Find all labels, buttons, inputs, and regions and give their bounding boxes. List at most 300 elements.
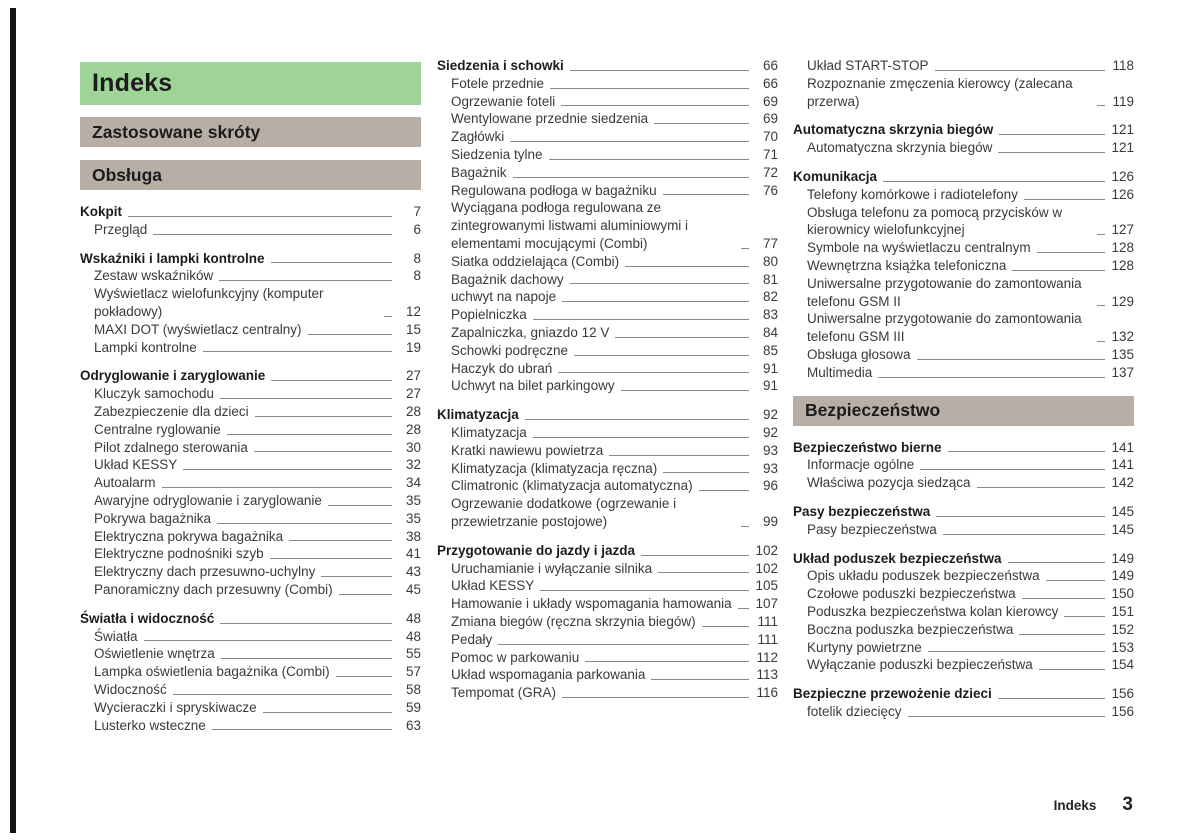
- index-entry: [80, 645, 421, 663]
- entry-title: Popielniczka: [451, 307, 527, 323]
- entry-title: Rozpoznanie zmęczenia kierowcy (zalecana przerwa): [807, 75, 1073, 109]
- index-entry: [793, 656, 1134, 674]
- entry-page-number: 135: [1111, 346, 1134, 362]
- entry-title: Elektryczne podnośniki szyb: [94, 546, 264, 562]
- entry-leader-line: [533, 437, 749, 438]
- entry-leader-line: [289, 540, 392, 541]
- entry-title: Wycieraczki i spryskiwacze: [94, 699, 257, 715]
- entry-leader-line: [1097, 341, 1105, 342]
- index-entry: [793, 703, 1134, 721]
- entry-title: Widoczność: [94, 681, 167, 697]
- entry-title: Informacje ogólne: [807, 457, 915, 473]
- entry-page-number: 119: [1112, 93, 1134, 109]
- entry-title: Wyciągana podłoga regulowana ze zintegrowanymi listwami aluminiowymi i elementami mocującymi (Combi): [451, 200, 689, 251]
- entry-leader-line: [162, 487, 392, 488]
- entry-page-number: 127: [1111, 222, 1134, 238]
- entry-page-number: 149: [1111, 550, 1134, 566]
- entry-title: Schowki podręczne: [451, 342, 569, 358]
- entry-leader-line: [702, 626, 749, 627]
- entry-leader-line: [498, 644, 749, 645]
- entry-leader-line: [271, 262, 392, 263]
- entry-page-number: 12: [405, 303, 421, 319]
- entry-leader-line: [271, 380, 392, 381]
- entry-title: Lusterko wsteczne: [94, 717, 206, 733]
- entry-title: Uruchamianie i wyłączanie silnika: [451, 560, 653, 576]
- entry-page-number: 116: [756, 685, 778, 701]
- index-entry: [80, 285, 421, 321]
- index-group: [437, 542, 778, 702]
- entry-page-number: 59: [405, 699, 421, 715]
- entry-page-number: 150: [1111, 586, 1134, 602]
- entry-page-number: 28: [405, 421, 421, 437]
- entry-title: Światła: [94, 628, 138, 644]
- entry-title: Układ KESSY: [451, 578, 535, 594]
- index-entry: [437, 324, 778, 342]
- entry-title: Awaryjne odryglowanie i zaryglowanie: [94, 492, 322, 508]
- index-entry: [80, 221, 421, 239]
- entry-leader-line: [741, 526, 749, 527]
- entry-page-number: 129: [1111, 293, 1134, 309]
- entry-title: Oświetlenie wnętrza: [94, 646, 215, 662]
- entry-leader-line: [948, 451, 1105, 452]
- entry-title: Przygotowanie do jazdy i jazda: [437, 542, 636, 558]
- entry-page-number: 82: [762, 289, 778, 305]
- entry-page-number: 8: [413, 268, 421, 284]
- entry-leader-line: [943, 534, 1105, 535]
- index-entry: [437, 75, 778, 93]
- entry-page-number: 105: [755, 578, 778, 594]
- entry-leader-line: [878, 377, 1105, 378]
- entry-leader-line: [998, 152, 1105, 153]
- index-entry: [793, 603, 1134, 621]
- index-entry: [80, 663, 421, 681]
- entry-leader-line: [550, 88, 749, 89]
- index-entry: [437, 631, 778, 649]
- entry-title: Ogrzewanie dodatkowe (ogrzewanie i przewietrzanie postojowe): [451, 496, 677, 529]
- entry-title: Autoalarm: [94, 475, 156, 491]
- entry-title: Wewnętrzna książka telefoniczna: [807, 257, 1007, 273]
- entry-leader-line: [533, 319, 749, 320]
- entry-leader-line: [1008, 562, 1105, 563]
- entry-leader-line: [625, 266, 749, 267]
- entry-title: Pokrywa bagażnika: [94, 510, 212, 526]
- index-entry: [437, 360, 778, 378]
- entry-page-number: 8: [413, 250, 421, 266]
- entry-title: Elektryczny dach przesuwno-uchylny: [94, 564, 316, 580]
- entry-title: Tempomat (GRA): [451, 685, 557, 701]
- entry-leader-line: [558, 372, 749, 373]
- entry-leader-line: [144, 640, 392, 641]
- index-entry: [793, 521, 1134, 539]
- index-entry: [793, 456, 1134, 474]
- entry-page-number: 32: [405, 457, 421, 473]
- entry-title: Wyświetlacz wielofunkcyjny (komputer pokładowy): [94, 286, 324, 319]
- index-section-entry: [80, 367, 421, 385]
- index-entry: [437, 649, 778, 667]
- index-entry: [437, 146, 778, 164]
- entry-page-number: 43: [405, 564, 421, 580]
- entry-title: Bagażnik: [451, 164, 507, 180]
- abbreviations-banner: Zastosowane skróty: [80, 117, 421, 147]
- entry-leader-line: [173, 694, 392, 695]
- entry-leader-line: [336, 676, 392, 677]
- operation-banner: Obsługa: [80, 160, 421, 190]
- entry-title: Obsługa telefonu za pomocą przycisków w kierownicy wielofunkcyjnej: [807, 204, 1063, 238]
- entry-title: Klimatyzacja: [451, 424, 527, 440]
- entry-leader-line: [203, 351, 392, 352]
- entry-leader-line: [1022, 598, 1105, 599]
- entry-page-number: 151: [1111, 603, 1134, 619]
- index-entry: [793, 567, 1134, 585]
- entry-leader-line: [998, 698, 1105, 699]
- entry-title: Elektryczna pokrywa bagażnika: [94, 528, 284, 544]
- entry-title: Automatyczna skrzynia biegów: [793, 122, 994, 138]
- index-title-banner: Indeks: [80, 62, 421, 105]
- entry-leader-line: [1097, 234, 1105, 235]
- entry-page-number: 152: [1111, 621, 1134, 637]
- entry-page-number: 96: [762, 478, 778, 494]
- entry-title: Pedały: [451, 631, 493, 647]
- entry-leader-line: [270, 558, 392, 559]
- entry-leader-line: [658, 572, 749, 573]
- entry-leader-line: [936, 516, 1105, 517]
- entry-title: Siedzenia tylne: [451, 146, 543, 162]
- entry-page-number: 111: [757, 631, 778, 647]
- index-section-entry: [80, 203, 421, 221]
- entry-page-number: 63: [405, 717, 421, 733]
- entry-title: Wyłączanie poduszki bezpieczeństwa: [807, 657, 1033, 673]
- entry-page-number: 107: [755, 596, 778, 612]
- index-entry: [80, 681, 421, 699]
- entry-title: Kluczyk samochodu: [94, 386, 215, 402]
- index-entry: [437, 595, 778, 613]
- entry-page-number: 55: [405, 646, 421, 662]
- entry-title: Układ KESSY: [94, 457, 178, 473]
- index-section-entry: [793, 439, 1134, 457]
- index-group: [80, 367, 421, 598]
- entry-leader-line: [917, 359, 1105, 360]
- entry-page-number: 156: [1111, 703, 1134, 719]
- index-entry: [80, 385, 421, 403]
- entry-title: Uniwersalne przygotowanie do zamontowania telefonu GSM II: [807, 275, 1082, 309]
- entry-title: Układ wspomagania parkowania: [451, 667, 646, 683]
- index-entry: [793, 186, 1134, 204]
- page-footer: [1054, 794, 1133, 816]
- entry-leader-line: [1037, 252, 1105, 253]
- entry-title: Pomoc w parkowaniu: [451, 649, 580, 665]
- entry-title: Automatyczna skrzynia biegów: [807, 140, 993, 156]
- entry-title: uchwyt na napoje: [451, 289, 557, 305]
- index-group: [793, 121, 1134, 157]
- entry-leader-line: [935, 70, 1105, 71]
- entry-leader-line: [615, 337, 749, 338]
- entry-leader-line: [183, 469, 392, 470]
- index-group: [80, 203, 421, 239]
- index-entry: [437, 199, 778, 252]
- entry-leader-line: [263, 712, 392, 713]
- entry-title: Bezpieczeństwo bierne: [793, 439, 942, 455]
- entry-leader-line: [254, 451, 392, 452]
- index-group: [793, 503, 1134, 539]
- entry-page-number: 111: [757, 613, 778, 629]
- index-section-entry: [793, 168, 1134, 186]
- entry-page-number: 99: [762, 513, 778, 529]
- index-entry: [793, 621, 1134, 639]
- entry-page-number: 72: [762, 164, 778, 180]
- entry-title: Lampka oświetlenia bagażnika (Combi): [94, 664, 330, 680]
- entry-page-number: 154: [1111, 657, 1134, 673]
- index-entry: [437, 342, 778, 360]
- entry-page-number: 83: [762, 307, 778, 323]
- entry-leader-line: [255, 416, 392, 417]
- index-section-entry: [793, 121, 1134, 139]
- entry-leader-line: [741, 248, 749, 249]
- entry-title: Siedzenia i schowki: [437, 58, 564, 73]
- entry-page-number: 141: [1111, 457, 1134, 473]
- entry-page-number: 57: [405, 664, 421, 680]
- entry-page-number: 41: [405, 546, 421, 562]
- entry-title: Pilot zdalnego sterowania: [94, 439, 248, 455]
- index-entry: [793, 75, 1134, 111]
- index-entry: [437, 577, 778, 595]
- index-entry: [793, 57, 1134, 75]
- entry-leader-line: [574, 355, 749, 356]
- entry-title: Centralne ryglowanie: [94, 421, 221, 437]
- index-entry: [80, 563, 421, 581]
- index-entry: [437, 424, 778, 442]
- entry-title: Obsługa głosowa: [807, 346, 911, 362]
- entry-title: Haczyk do ubrań: [451, 360, 553, 376]
- index-entry: [793, 204, 1134, 240]
- index-entry: [437, 560, 778, 578]
- entry-page-number: 48: [405, 610, 421, 626]
- index-entry: [80, 421, 421, 439]
- entry-leader-line: [525, 419, 749, 420]
- entry-leader-line: [738, 608, 749, 609]
- entry-title: Zapalniczka, gniazdo 12 V: [451, 324, 610, 340]
- entry-page-number: 58: [405, 681, 421, 697]
- index-group: [793, 439, 1134, 492]
- entry-leader-line: [562, 301, 749, 302]
- entry-page-number: 30: [405, 439, 421, 455]
- entry-page-number: 66: [762, 58, 778, 73]
- entry-page-number: 7: [413, 204, 421, 219]
- entry-page-number: 156: [1111, 686, 1134, 702]
- entry-title: Fotele przednie: [451, 75, 545, 91]
- entry-page-number: 80: [762, 253, 778, 269]
- entry-page-number: 77: [762, 235, 778, 251]
- entry-page-number: 69: [762, 111, 778, 127]
- entry-page-number: 34: [405, 475, 421, 491]
- entry-title: Kokpit: [80, 204, 122, 219]
- index-entry: [80, 492, 421, 510]
- entry-leader-line: [308, 334, 392, 335]
- entry-page-number: 132: [1111, 329, 1134, 345]
- entry-title: Wentylowane przednie siedzenia: [451, 111, 649, 127]
- entry-title: Klimatyzacja (klimatyzacja ręczna): [451, 460, 658, 476]
- entry-title: Symbole na wyświetlaczu centralnym: [807, 240, 1031, 256]
- entry-page-number: 128: [1111, 257, 1134, 273]
- entry-leader-line: [153, 234, 392, 235]
- entry-leader-line: [220, 398, 392, 399]
- entry-title: Przegląd: [94, 221, 148, 237]
- entry-title: Bezpieczne przewożenie dzieci: [793, 686, 992, 702]
- entry-page-number: 121: [1111, 122, 1134, 138]
- entry-leader-line: [699, 490, 749, 491]
- entry-page-number: 145: [1111, 521, 1134, 537]
- entry-page-number: 141: [1111, 439, 1134, 455]
- index-entry: [437, 271, 778, 289]
- entry-leader-line: [570, 283, 749, 284]
- index-section-entry: [793, 550, 1134, 568]
- entry-page-number: 91: [762, 378, 778, 394]
- entry-title: Światła i widoczność: [80, 610, 215, 626]
- entry-title: Ogrzewanie foteli: [451, 93, 556, 109]
- entry-page-number: 112: [756, 649, 778, 665]
- index-entry: [793, 346, 1134, 364]
- index-group: [437, 406, 778, 531]
- index-entry: [793, 239, 1134, 257]
- entry-title: Lampki kontrolne: [94, 339, 197, 355]
- index-entry: [80, 474, 421, 492]
- entry-page-number: 81: [762, 271, 778, 287]
- entry-page-number: 92: [762, 424, 778, 440]
- entry-title: Hamowanie i układy wspomagania hamowania: [451, 596, 732, 612]
- entry-title: Pasy bezpieczeństwa: [807, 521, 937, 537]
- entry-title: Zestaw wskaźników: [94, 268, 214, 284]
- entry-leader-line: [999, 134, 1105, 135]
- entry-page-number: 149: [1111, 568, 1134, 584]
- entry-page-number: 113: [756, 667, 778, 683]
- entry-page-number: 102: [755, 560, 778, 576]
- index-entry: [793, 257, 1134, 275]
- entry-leader-line: [621, 390, 749, 391]
- entry-page-number: 153: [1111, 639, 1134, 655]
- entry-leader-line: [212, 729, 392, 730]
- entry-title: Klimatyzacja: [437, 407, 519, 423]
- entry-leader-line: [513, 177, 749, 178]
- index-entry: [793, 275, 1134, 311]
- entry-page-number: 38: [405, 528, 421, 544]
- entry-title: Telefony komórkowe i radiotelefony: [807, 186, 1018, 202]
- index-entry: [80, 339, 421, 357]
- index-entry: [437, 460, 778, 478]
- entry-page-number: 126: [1111, 186, 1134, 202]
- entry-leader-line: [561, 105, 749, 106]
- entry-page-number: 126: [1111, 168, 1134, 184]
- index-entry: [80, 267, 421, 285]
- index-entry: [793, 585, 1134, 603]
- index-section-entry: [437, 542, 778, 560]
- entry-leader-line: [1064, 616, 1105, 617]
- index-entry: [80, 321, 421, 339]
- entry-leader-line: [328, 505, 392, 506]
- entry-title: Zmiana biegów (ręczna skrzynia biegów): [451, 613, 696, 629]
- entry-page-number: 118: [1112, 58, 1134, 73]
- entry-title: Właściwa pozycja siedząca: [807, 475, 971, 491]
- entry-leader-line: [1097, 305, 1105, 306]
- entry-title: Układ poduszek bezpieczeństwa: [793, 550, 1002, 566]
- index-column-1: [80, 62, 421, 734]
- index-entry: [437, 613, 778, 631]
- entry-leader-line: [1039, 669, 1105, 670]
- index-entry: [437, 110, 778, 128]
- entry-page-number: 92: [762, 407, 778, 423]
- entry-page-number: 35: [405, 492, 421, 508]
- entry-page-number: 137: [1111, 364, 1134, 380]
- index-group: [793, 57, 1134, 110]
- entry-title: Układ START-STOP: [807, 58, 929, 73]
- entry-page-number: 70: [762, 129, 778, 145]
- entry-title: Siatka oddzielająca (Combi): [451, 253, 620, 269]
- entry-title: Kratki nawiewu powietrza: [451, 442, 604, 458]
- index-column-3: [793, 57, 1134, 721]
- index-entry: [437, 164, 778, 182]
- entry-leader-line: [928, 651, 1105, 652]
- entry-leader-line: [540, 590, 749, 591]
- index-entry: [437, 182, 778, 200]
- index-entry: [80, 510, 421, 528]
- entry-page-number: 27: [405, 368, 421, 384]
- entry-page-number: 102: [755, 542, 778, 558]
- entry-title: Wskaźniki i lampki kontrolne: [80, 250, 265, 266]
- entry-leader-line: [128, 216, 392, 217]
- index-entry: [80, 403, 421, 421]
- index-entry: [437, 128, 778, 146]
- entry-page-number: 128: [1111, 240, 1134, 256]
- entry-leader-line: [883, 181, 1105, 182]
- index-entry: [80, 717, 421, 735]
- entry-title: Uniwersalne przygotowanie do zamontowania telefonu GSM III: [807, 311, 1082, 345]
- index-group: [793, 550, 1134, 675]
- entry-page-number: 6: [413, 221, 421, 237]
- index-section-entry: [793, 503, 1134, 521]
- index-entry: [437, 477, 778, 495]
- index-group: [437, 57, 778, 395]
- entry-page-number: 85: [762, 342, 778, 358]
- entry-page-number: 142: [1111, 475, 1134, 491]
- index-column-2: [437, 57, 778, 702]
- entry-leader-line: [562, 697, 749, 698]
- entry-leader-line: [549, 159, 749, 160]
- entry-title: Zagłówki: [451, 129, 505, 145]
- index-entry: [80, 528, 421, 546]
- entry-page-number: 48: [405, 628, 421, 644]
- entry-page-number: 91: [762, 360, 778, 376]
- entry-title: Multimedia: [807, 364, 873, 380]
- index-section-entry: [793, 685, 1134, 703]
- entry-leader-line: [1024, 199, 1105, 200]
- index-entry: [80, 628, 421, 646]
- entry-leader-line: [585, 661, 749, 662]
- index-entry: [793, 310, 1134, 346]
- entry-title: Climatronic (klimatyzacja automatyczna): [451, 478, 693, 494]
- index-section-entry: [437, 57, 778, 75]
- index-entry: [80, 581, 421, 599]
- entry-page-number: 45: [405, 581, 421, 597]
- entry-page-number: 71: [762, 146, 778, 162]
- index-entry: [437, 495, 778, 531]
- index-entry: [437, 253, 778, 271]
- index-entry: [80, 439, 421, 457]
- footer-page-number: 3: [1122, 794, 1133, 815]
- index-section-entry: [80, 610, 421, 628]
- entry-title: Komunikacja: [793, 168, 878, 184]
- entry-leader-line: [663, 194, 749, 195]
- entry-title: fotelik dziecięcy: [807, 703, 902, 719]
- entry-leader-line: [663, 472, 749, 473]
- index-entry: [437, 442, 778, 460]
